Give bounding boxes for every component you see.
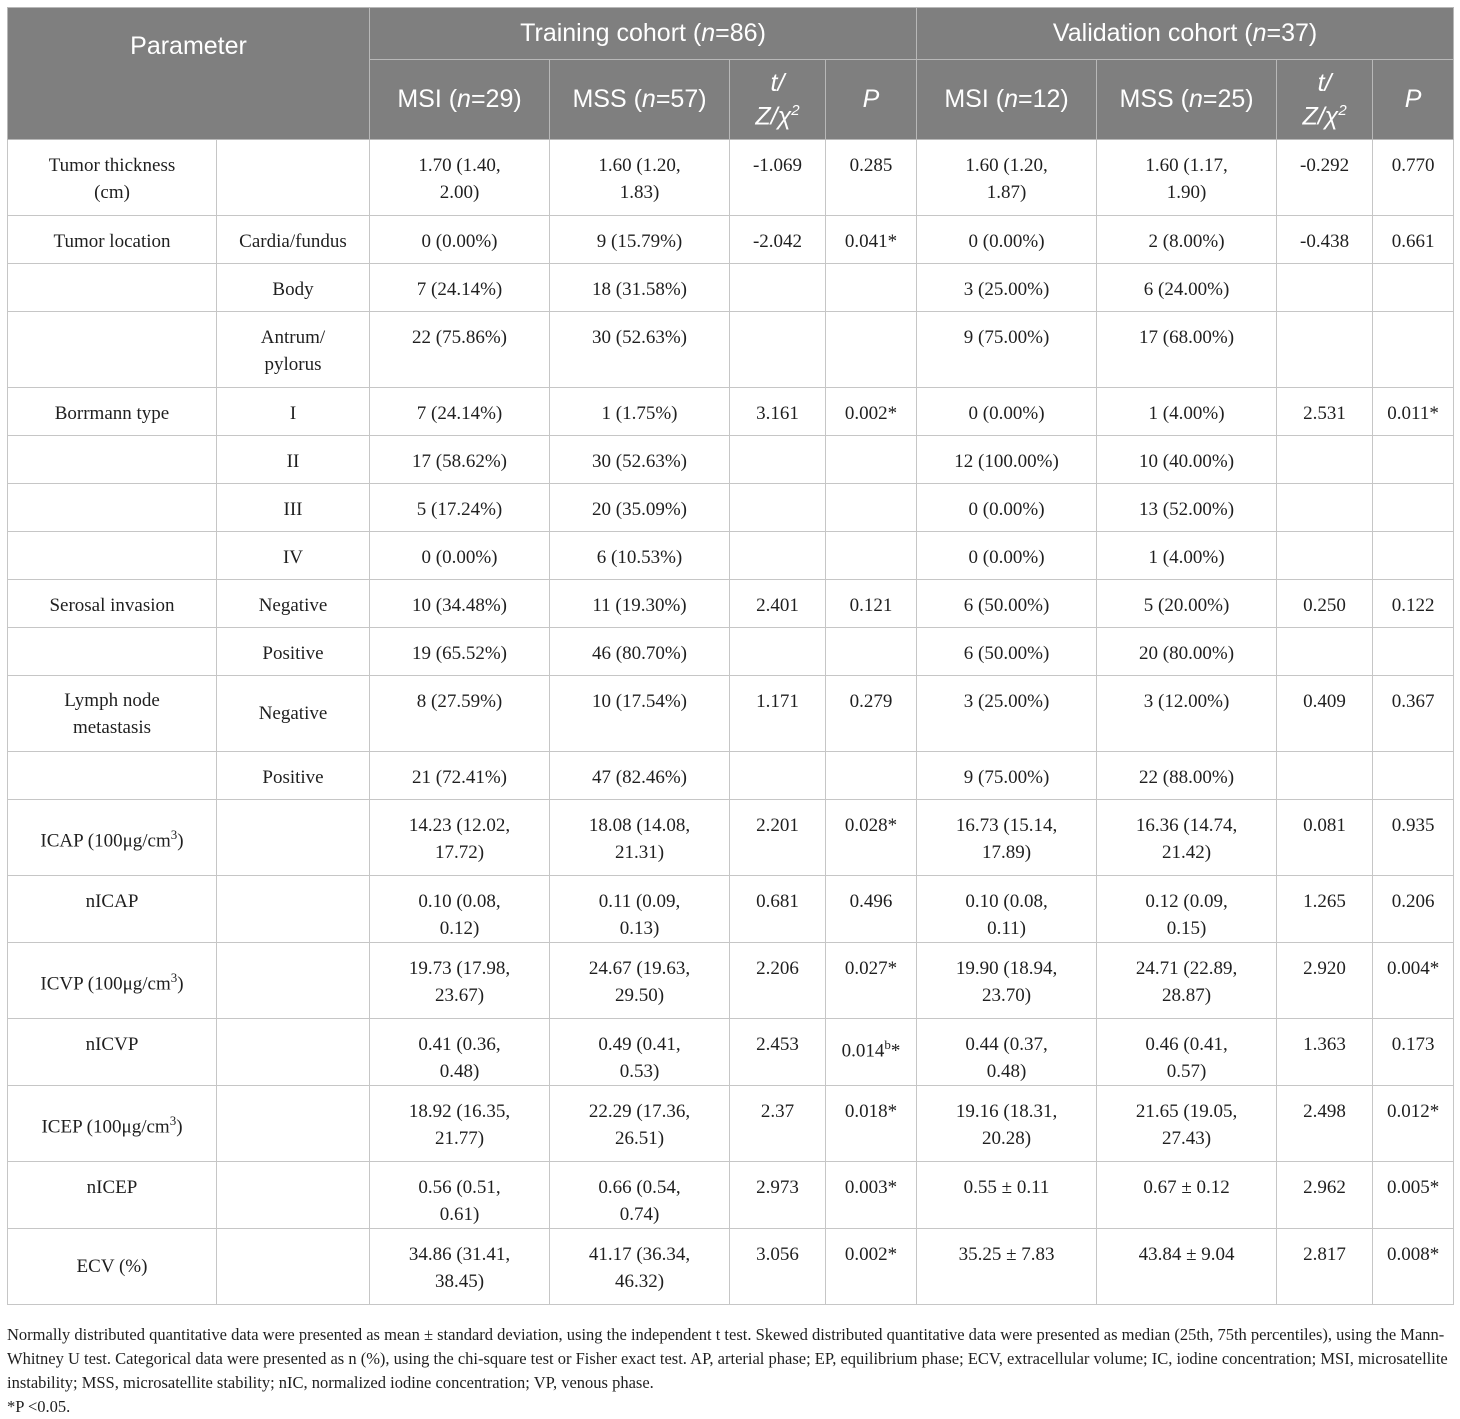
value-cell — [826, 436, 917, 484]
table-container — [7, 7, 1453, 1419]
value-cell — [826, 628, 917, 676]
value-cell: 0.027* — [826, 943, 917, 1019]
value-cell: 17 (58.62%) — [370, 436, 550, 484]
value-cell — [1277, 532, 1373, 580]
value-cell: 18.92 (16.35, 21.77) — [370, 1086, 550, 1162]
table-row — [8, 1019, 1454, 1086]
value-cell — [730, 532, 826, 580]
value-cell: 0.285 — [826, 140, 917, 216]
table-row — [8, 628, 1454, 676]
value-cell: 47 (82.46%) — [550, 752, 730, 800]
value-cell: 18.08 (14.08, 21.31) — [550, 800, 730, 876]
table-row — [8, 312, 1454, 388]
header-msi-validation: MSI (n=12) — [917, 60, 1097, 140]
value-cell: 7 (24.14%) — [370, 388, 550, 436]
value-cell: 5 (17.24%) — [370, 484, 550, 532]
table-row — [8, 752, 1454, 800]
value-cell: 0.003* — [826, 1162, 917, 1229]
parameter-cell: ECV (%) — [8, 1229, 217, 1305]
value-cell — [826, 752, 917, 800]
value-cell: 2 (8.00%) — [1097, 216, 1277, 264]
header-training-cohort: Training cohort (n=86) — [370, 8, 917, 60]
value-cell: 19 (65.52%) — [370, 628, 550, 676]
subgroup-cell: Body — [217, 264, 370, 312]
table-row — [8, 484, 1454, 532]
header-stat-training: t/ $Z/\chi^2$ — [730, 60, 826, 140]
subgroup-cell: Negative — [217, 676, 370, 752]
subgroup-cell — [217, 1162, 370, 1229]
table-row — [8, 216, 1454, 264]
parameter-cell — [8, 312, 217, 388]
value-cell: 0.002* — [826, 388, 917, 436]
value-cell: 1.60 (1.20, 1.87) — [917, 140, 1097, 216]
value-cell: 10 (40.00%) — [1097, 436, 1277, 484]
value-cell: 2.37 — [730, 1086, 826, 1162]
value-cell: 0.46 (0.41, 0.57) — [1097, 1019, 1277, 1086]
value-cell: 0.770 — [1373, 140, 1454, 216]
value-cell: 34.86 (31.41, 38.45) — [370, 1229, 550, 1305]
value-cell: 19.16 (18.31, 20.28) — [917, 1086, 1097, 1162]
value-cell — [1373, 436, 1454, 484]
value-cell: 24.71 (22.89, 28.87) — [1097, 943, 1277, 1019]
value-cell: 21 (72.41%) — [370, 752, 550, 800]
parameter-cell: Tumor thickness (cm) — [8, 140, 217, 216]
table-row — [8, 436, 1454, 484]
value-cell: 19.90 (18.94, 23.70) — [917, 943, 1097, 1019]
subgroup-cell: II — [217, 436, 370, 484]
parameter-cell — [8, 628, 217, 676]
value-cell: 0.56 (0.51, 0.61) — [370, 1162, 550, 1229]
value-cell: 0.55 ± 0.11 — [917, 1162, 1097, 1229]
parameter-cell: Tumor location — [8, 216, 217, 264]
value-cell — [1373, 628, 1454, 676]
table-row — [8, 1162, 1454, 1229]
value-cell: 0.206 — [1373, 876, 1454, 943]
value-cell: 2.498 — [1277, 1086, 1373, 1162]
value-cell: 0 (0.00%) — [917, 484, 1097, 532]
value-cell: 0.44 (0.37, 0.48) — [917, 1019, 1097, 1086]
parameter-cell: nICEP — [8, 1162, 217, 1229]
value-cell: 2.920 — [1277, 943, 1373, 1019]
value-cell: 0.121 — [826, 580, 917, 628]
value-cell: 19.73 (17.98, 23.67) — [370, 943, 550, 1019]
value-cell — [826, 532, 917, 580]
value-cell: 0.367 — [1373, 676, 1454, 752]
value-cell: -0.292 — [1277, 140, 1373, 216]
value-cell: 9 (75.00%) — [917, 752, 1097, 800]
value-cell: 21.65 (19.05, 27.43) — [1097, 1086, 1277, 1162]
value-cell: 2.401 — [730, 580, 826, 628]
value-cell: 1 (4.00%) — [1097, 532, 1277, 580]
header-p-validation: P — [1373, 60, 1454, 140]
value-cell — [826, 484, 917, 532]
value-cell — [730, 628, 826, 676]
parameter-cell: ICAP $(100\mu g/cm^3)$ — [8, 800, 217, 876]
value-cell: 0.018* — [826, 1086, 917, 1162]
significance-footnote: *P <0.05. — [7, 1397, 71, 1416]
value-cell: 0.028* — [826, 800, 917, 876]
subgroup-cell: Negative — [217, 580, 370, 628]
value-cell: 7 (24.14%) — [370, 264, 550, 312]
results-table — [7, 7, 1454, 1305]
value-cell: 2.206 — [730, 943, 826, 1019]
value-cell: 1.70 (1.40, 2.00) — [370, 140, 550, 216]
value-cell: 13 (52.00%) — [1097, 484, 1277, 532]
value-cell: 6 (10.53%) — [550, 532, 730, 580]
value-cell: 0.011* — [1373, 388, 1454, 436]
header-mss-validation: MSS (n=25) — [1097, 60, 1277, 140]
value-cell: 0.081 — [1277, 800, 1373, 876]
value-cell — [1373, 752, 1454, 800]
value-cell: 0.12 (0.09, 0.15) — [1097, 876, 1277, 943]
value-cell: 0.661 — [1373, 216, 1454, 264]
subgroup-cell — [217, 1019, 370, 1086]
value-cell: 0.005* — [1373, 1162, 1454, 1229]
value-cell: 0.10 (0.08, 0.11) — [917, 876, 1097, 943]
subgroup-cell — [217, 1086, 370, 1162]
table-row — [8, 676, 1454, 752]
value-cell: 0.67 ± 0.12 — [1097, 1162, 1277, 1229]
value-cell: 1.60 (1.20, 1.83) — [550, 140, 730, 216]
value-cell — [1277, 264, 1373, 312]
value-cell: 6 (50.00%) — [917, 628, 1097, 676]
header-validation-cohort: Validation cohort (n=37) — [917, 8, 1454, 60]
value-cell: 0.66 (0.54, 0.74) — [550, 1162, 730, 1229]
parameter-cell: ICVP $(100\mu g/cm^3)$ — [8, 943, 217, 1019]
value-cell — [730, 484, 826, 532]
table-row — [8, 580, 1454, 628]
value-cell: 0.122 — [1373, 580, 1454, 628]
value-cell: 30 (52.63%) — [550, 436, 730, 484]
value-cell: 0.002* — [826, 1229, 917, 1305]
parameter-cell: nICVP — [8, 1019, 217, 1086]
header-mss-training: MSS (n=57) — [550, 60, 730, 140]
subgroup-cell: Antrum/ pylorus — [217, 312, 370, 388]
value-cell: 12 (100.00%) — [917, 436, 1097, 484]
value-cell: 0.008* — [1373, 1229, 1454, 1305]
value-cell: 8 (27.59%) — [370, 676, 550, 752]
value-cell: 11 (19.30%) — [550, 580, 730, 628]
subgroup-cell — [217, 140, 370, 216]
value-cell: 10 (34.48%) — [370, 580, 550, 628]
subgroup-cell: III — [217, 484, 370, 532]
parameter-cell: Serosal invasion — [8, 580, 217, 628]
value-cell: 41.17 (36.34, 46.32) — [550, 1229, 730, 1305]
value-cell: 3 (25.00%) — [917, 264, 1097, 312]
value-cell: 0.004* — [1373, 943, 1454, 1019]
value-cell — [1373, 264, 1454, 312]
table-row — [8, 800, 1454, 876]
value-cell: -0.438 — [1277, 216, 1373, 264]
value-cell — [1277, 484, 1373, 532]
value-cell — [1373, 312, 1454, 388]
value-cell: 0.11 (0.09, 0.13) — [550, 876, 730, 943]
value-cell: 1.60 (1.17, 1.90) — [1097, 140, 1277, 216]
value-cell: 0.935 — [1373, 800, 1454, 876]
parameter-cell: ICEP $(100\mu g/cm^3)$ — [8, 1086, 217, 1162]
value-cell: 22.29 (17.36, 26.51) — [550, 1086, 730, 1162]
table-row — [8, 140, 1454, 216]
value-cell: 0.49 (0.41, 0.53) — [550, 1019, 730, 1086]
value-cell: 2.531 — [1277, 388, 1373, 436]
value-cell — [730, 312, 826, 388]
value-cell: 22 (88.00%) — [1097, 752, 1277, 800]
value-cell: 2.962 — [1277, 1162, 1373, 1229]
subgroup-cell: Cardia/fundus — [217, 216, 370, 264]
value-cell: 0.012* — [1373, 1086, 1454, 1162]
value-cell: 16.36 (14.74, 21.42) — [1097, 800, 1277, 876]
value-cell: 16.73 (15.14, 17.89) — [917, 800, 1097, 876]
value-cell — [826, 264, 917, 312]
value-cell — [730, 264, 826, 312]
value-cell: 9 (75.00%) — [917, 312, 1097, 388]
table-row — [8, 876, 1454, 943]
value-cell: 14.23 (12.02, 17.72) — [370, 800, 550, 876]
value-cell: 22 (75.86%) — [370, 312, 550, 388]
value-cell: 2.453 — [730, 1019, 826, 1086]
value-cell — [730, 752, 826, 800]
table-row — [8, 1086, 1454, 1162]
value-cell: 1.363 — [1277, 1019, 1373, 1086]
value-cell — [826, 312, 917, 388]
table-footnote: Normally distributed quantitative data were presented as mean ± standard deviation, using the independent t test. Skewed distributed quantitative data were presented as median (25th, 75th percentiles), using the Mann-Whitney U test. Categorical data were presented as n (%), using the chi-square test or Fisher exact test. AP, arterial phase; EP, equilibrium phase; ECV, extracellular volume; IC, iodine concentration; MSI, microsatellite instability; MSS, microsatellite stability; nIC, normalized iodine concentration; VP, venous phase. — [7, 1325, 1448, 1392]
value-cell: 0 (0.00%) — [917, 532, 1097, 580]
value-cell: 1.265 — [1277, 876, 1373, 943]
value-cell: 6 (50.00%) — [917, 580, 1097, 628]
value-cell: 3.161 — [730, 388, 826, 436]
value-cell: 3 (12.00%) — [1097, 676, 1277, 752]
value-cell — [1277, 312, 1373, 388]
value-cell: 0.279 — [826, 676, 917, 752]
subgroup-cell: Positive — [217, 752, 370, 800]
parameter-cell — [8, 484, 217, 532]
value-cell: 0.014$^b$* — [826, 1019, 917, 1086]
value-cell: 20 (35.09%) — [550, 484, 730, 532]
parameter-cell: Borrmann type — [8, 388, 217, 436]
value-cell — [1373, 532, 1454, 580]
subgroup-cell — [217, 1229, 370, 1305]
value-cell: 3.056 — [730, 1229, 826, 1305]
parameter-cell — [8, 264, 217, 312]
value-cell: 5 (20.00%) — [1097, 580, 1277, 628]
subgroup-cell: I — [217, 388, 370, 436]
value-cell: 1 (4.00%) — [1097, 388, 1277, 436]
value-cell: 2.973 — [730, 1162, 826, 1229]
table-row — [8, 943, 1454, 1019]
value-cell: 35.25 ± 7.83 — [917, 1229, 1097, 1305]
value-cell — [1277, 752, 1373, 800]
subgroup-cell — [217, 800, 370, 876]
value-cell: 20 (80.00%) — [1097, 628, 1277, 676]
value-cell: 0 (0.00%) — [917, 388, 1097, 436]
header-stat-validation: t/ $Z/\chi^2$ — [1277, 60, 1373, 140]
value-cell: 1 (1.75%) — [550, 388, 730, 436]
subgroup-cell — [217, 943, 370, 1019]
value-cell: 0 (0.00%) — [370, 216, 550, 264]
value-cell: 0.250 — [1277, 580, 1373, 628]
table-row — [8, 1229, 1454, 1305]
value-cell: 2.817 — [1277, 1229, 1373, 1305]
value-cell: 0.681 — [730, 876, 826, 943]
value-cell: 0.041* — [826, 216, 917, 264]
value-cell: 10 (17.54%) — [550, 676, 730, 752]
value-cell: 17 (68.00%) — [1097, 312, 1277, 388]
value-cell: 18 (31.58%) — [550, 264, 730, 312]
value-cell — [1277, 436, 1373, 484]
header-parameter: Parameter — [8, 8, 370, 140]
value-cell: 0 (0.00%) — [370, 532, 550, 580]
header-p-training: P — [826, 60, 917, 140]
parameter-cell — [8, 752, 217, 800]
value-cell: 6 (24.00%) — [1097, 264, 1277, 312]
value-cell: 1.171 — [730, 676, 826, 752]
value-cell: 2.201 — [730, 800, 826, 876]
parameter-cell — [8, 532, 217, 580]
value-cell: 43.84 ± 9.04 — [1097, 1229, 1277, 1305]
table-row — [8, 388, 1454, 436]
subgroup-cell: IV — [217, 532, 370, 580]
table-header — [8, 8, 1454, 140]
value-cell — [1373, 484, 1454, 532]
value-cell: 30 (52.63%) — [550, 312, 730, 388]
value-cell: 9 (15.79%) — [550, 216, 730, 264]
parameter-cell: Lymph node metastasis — [8, 676, 217, 752]
value-cell: 0 (0.00%) — [917, 216, 1097, 264]
value-cell: 0.173 — [1373, 1019, 1454, 1086]
value-cell — [1277, 628, 1373, 676]
parameter-cell: nICAP — [8, 876, 217, 943]
value-cell: 3 (25.00%) — [917, 676, 1097, 752]
header-msi-training: MSI (n=29) — [370, 60, 550, 140]
table-row — [8, 532, 1454, 580]
table-row — [8, 264, 1454, 312]
subgroup-cell — [217, 876, 370, 943]
value-cell — [730, 436, 826, 484]
value-cell: -2.042 — [730, 216, 826, 264]
value-cell: 0.10 (0.08, 0.12) — [370, 876, 550, 943]
subgroup-cell: Positive — [217, 628, 370, 676]
value-cell: 0.409 — [1277, 676, 1373, 752]
value-cell: 0.496 — [826, 876, 917, 943]
value-cell: 46 (80.70%) — [550, 628, 730, 676]
parameter-cell — [8, 436, 217, 484]
value-cell: 0.41 (0.36, 0.48) — [370, 1019, 550, 1086]
value-cell: -1.069 — [730, 140, 826, 216]
value-cell: 24.67 (19.63, 29.50) — [550, 943, 730, 1019]
table-body — [8, 140, 1454, 1305]
